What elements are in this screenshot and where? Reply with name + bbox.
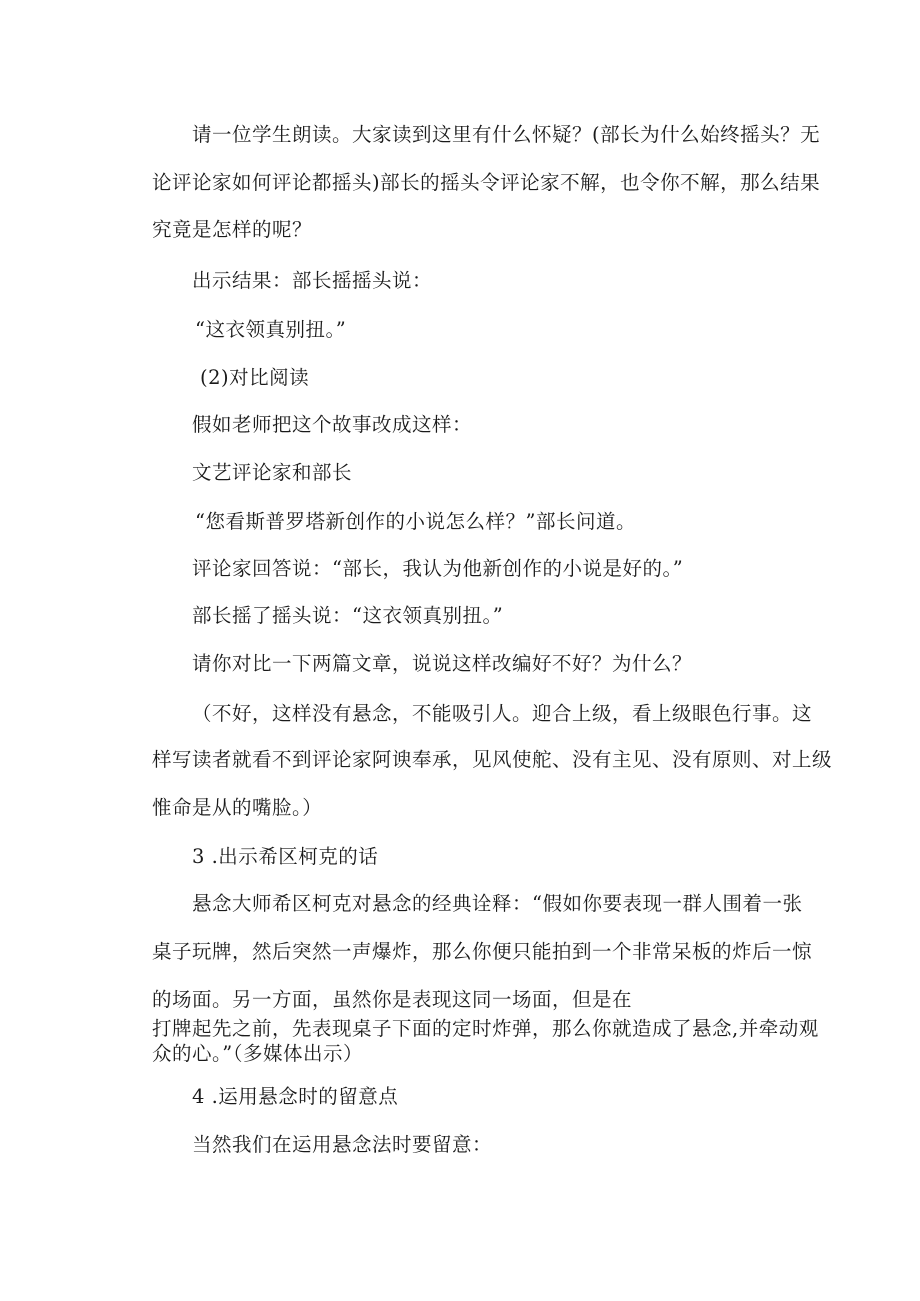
paragraph-line: 究竟是怎样的呢？ (152, 218, 313, 241)
story-title: 文艺评论家和部长 (192, 461, 353, 484)
paragraph-line: 惟命是从的嘴脸。） (152, 796, 323, 819)
section-heading: (2)对比阅读 (200, 366, 310, 389)
paragraph-line: （不好，这样没有悬念，不能吸引人。迎合上级，看上级眼色行事。这 (192, 702, 813, 725)
paragraph-line: 样写读者就看不到评论家阿谀奉承，见风使舵、没有主见、没有原则、对上级 (152, 748, 833, 771)
paragraph-line: 请一位学生朗读。大家读到这里有什么怀疑？(部长为什么始终摇头？无 (192, 123, 821, 146)
paragraph-line: 的场面。另一方面，虽然你是表现这同一场面，但是在 (152, 988, 633, 1011)
paragraph-line: 悬念大师希区柯克对悬念的经典诠释：“假如你要表现一群人围着一张 (192, 892, 803, 915)
paragraph-line: 当然我们在运用悬念法时要留意： (192, 1133, 493, 1156)
paragraph-line: 论评论家如何评论都摇头)部长的摇头令评论家不解，也令你不解，那么结果 (152, 171, 821, 194)
section-heading: 4 .运用悬念时的留意点 (192, 1085, 399, 1108)
paragraph-line: 评论家回答说：“部长，我认为他新创作的小说是好的。” (192, 557, 684, 580)
paragraph-line: 假如老师把这个故事改成这样： (192, 413, 473, 436)
paragraph-line: “您看斯普罗塔新创作的小说怎么样？”部长问道。 (195, 510, 636, 533)
paragraph-line: 众的心。”（多媒体出示） (152, 1042, 363, 1065)
paragraph-line: 桌子玩牌，然后突然一声爆炸，那么你便只能拍到一个非常呆板的炸后一惊 (152, 940, 813, 963)
paragraph-line: 请你对比一下两篇文章，说说这样改编好不好？为什么？ (192, 652, 693, 675)
section-heading: 3 .出示希区柯克的话 (192, 845, 379, 868)
quote-line: “这衣领真别扭。” (195, 318, 347, 341)
paragraph-line: 出示结果：部长摇摇头说： (192, 269, 433, 292)
paragraph-line: 打牌起先之前，先表现桌子下面的定时炸弹，那么你就造成了悬念,并牵动观 (152, 1017, 819, 1040)
paragraph-line: 部长摇了摇头说：“这衣领真别扭。” (192, 604, 504, 627)
